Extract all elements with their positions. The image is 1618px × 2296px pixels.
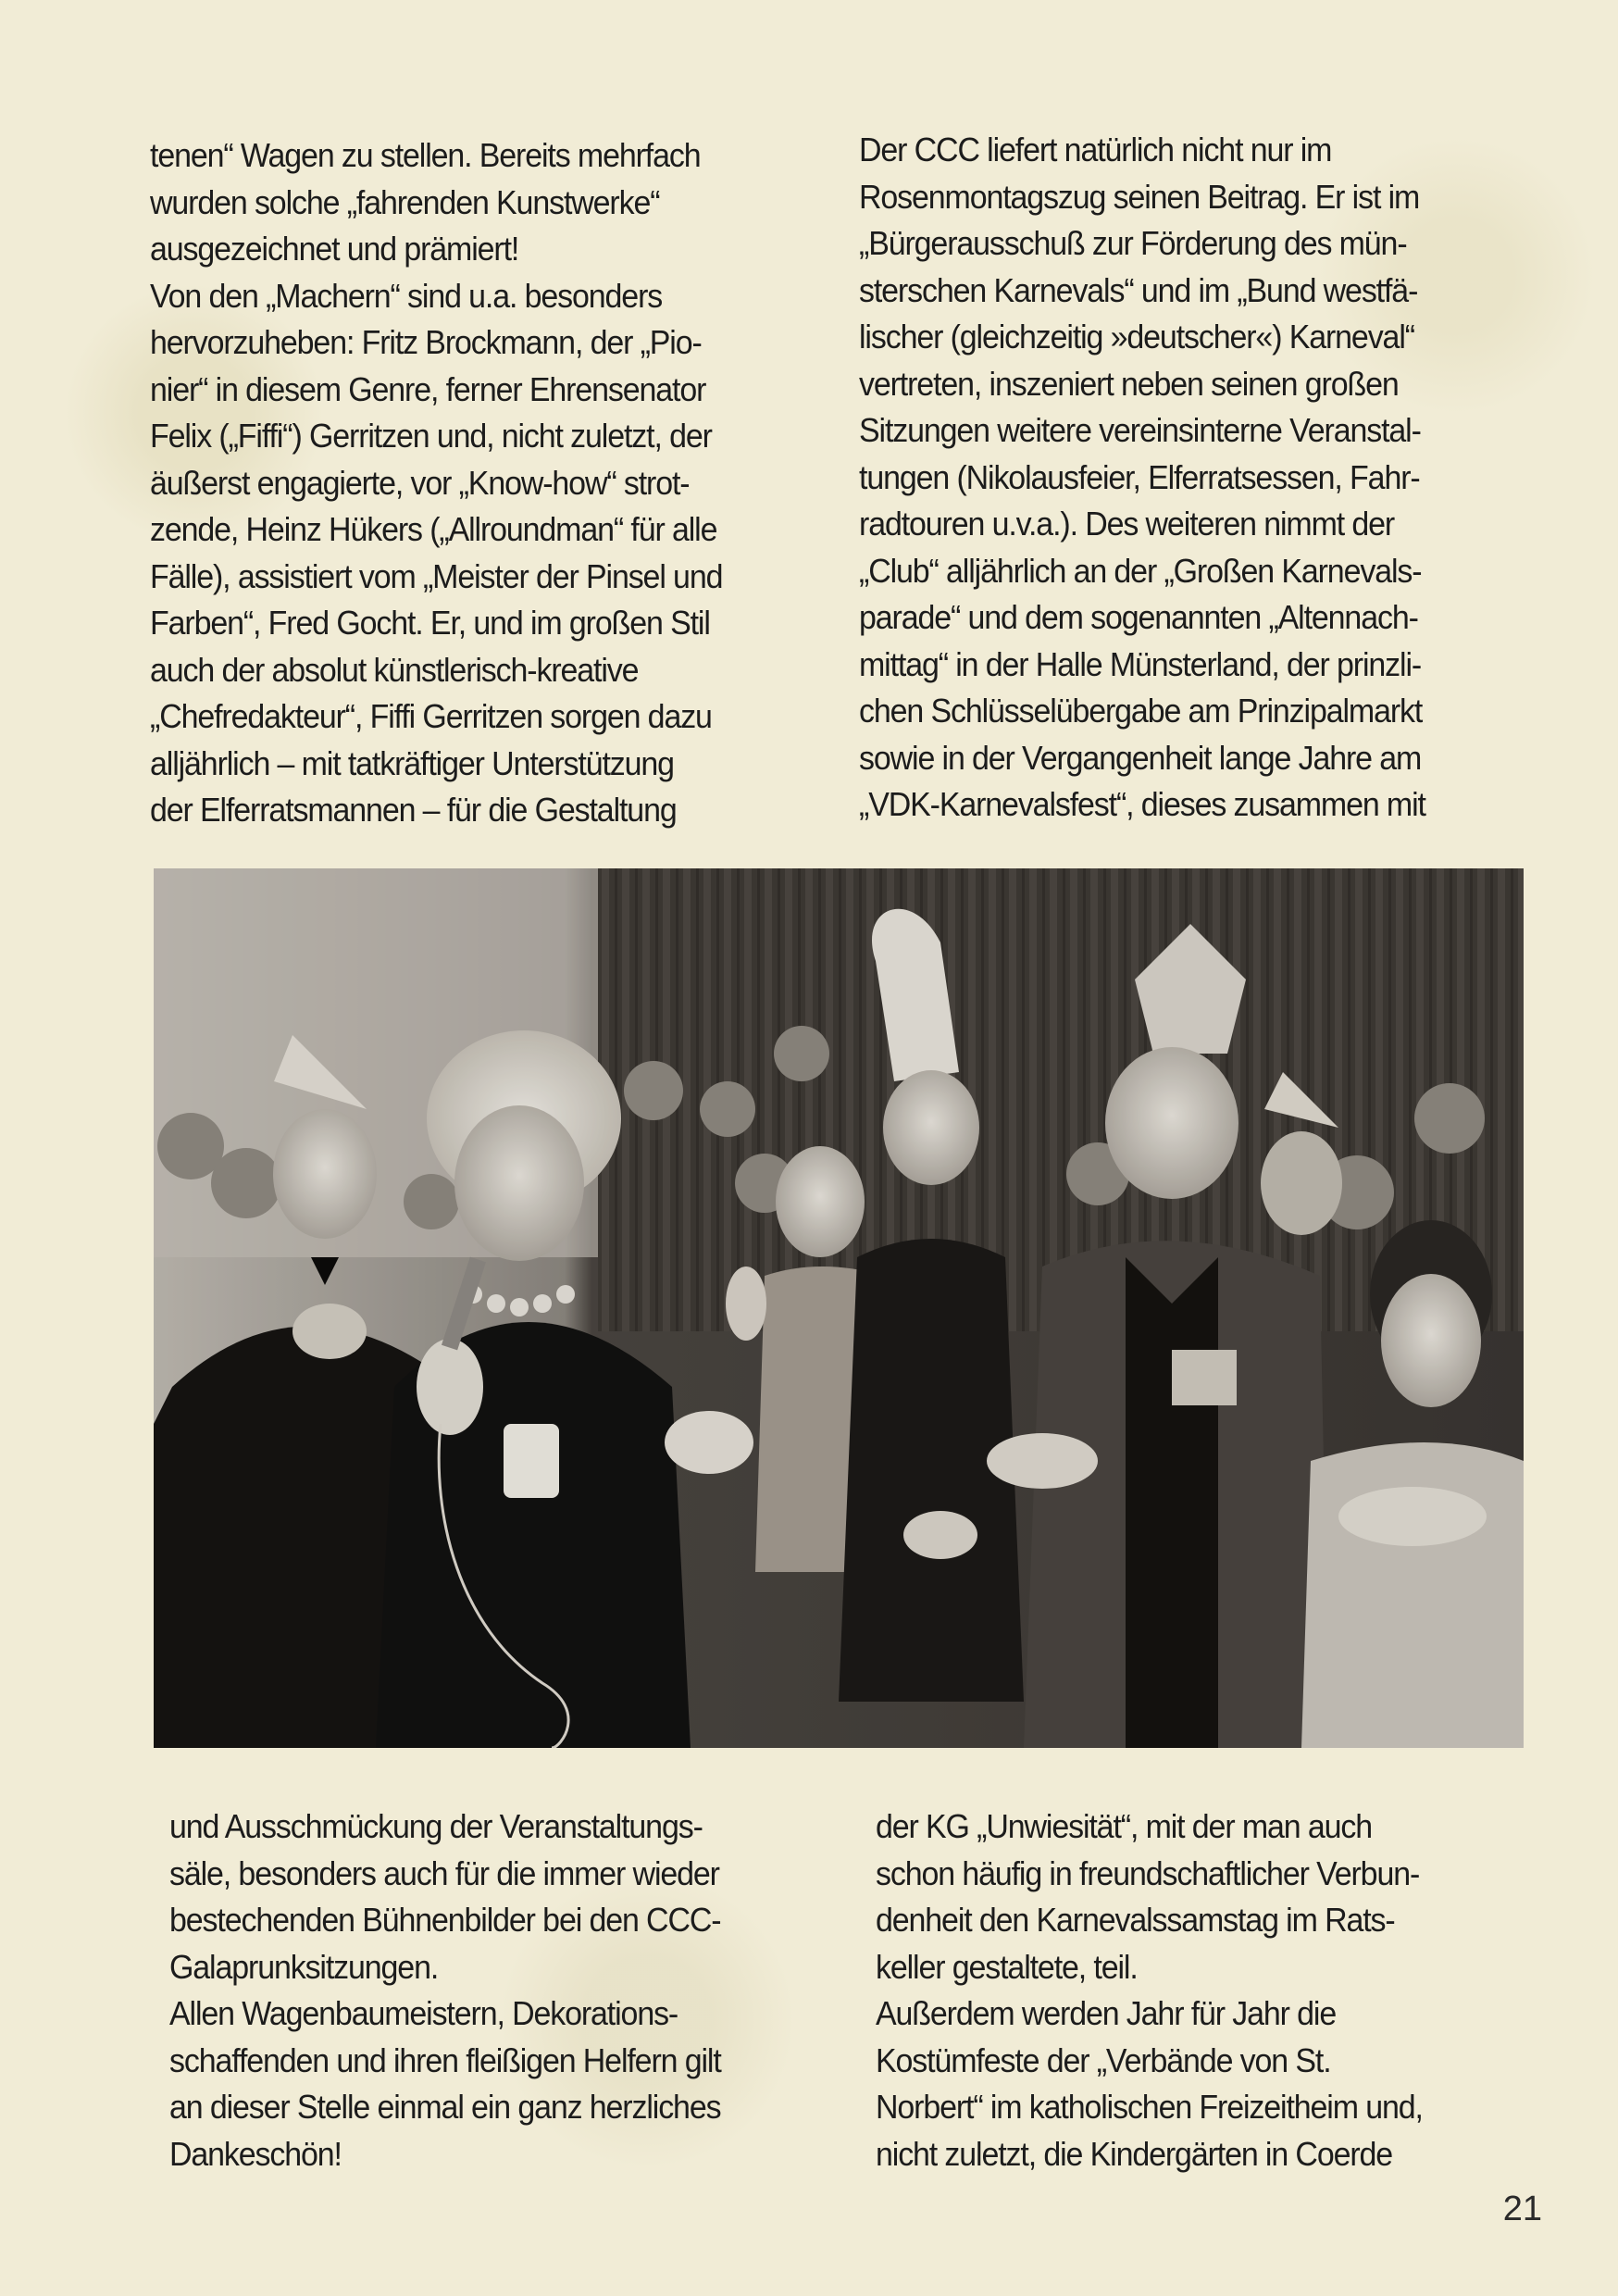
text-line: an dieser Stelle einmal ein ganz herzliches xyxy=(169,2088,721,2126)
text-line: Von den „Machern“ sind u.a. besonders xyxy=(150,276,663,315)
text-line: Kostümfeste der „Verbände von St. xyxy=(876,2040,1331,2079)
text-line: bestechenden Bühnenbilder bei den CCC- xyxy=(169,1901,721,1939)
text-line: der KG „Unwiesität“, mit der man auch xyxy=(876,1807,1372,1845)
text-column-bottom-right xyxy=(876,1803,1423,2177)
text-line: lischer (gleichzeitig »deutscher«) Karneval“ xyxy=(859,318,1414,356)
text-line: zende, Heinz Hükers („Allroundman“ für alle xyxy=(150,510,717,548)
text-line: „Chefredakteur“, Fiffi Gerritzen sorgen dazu xyxy=(150,697,712,735)
event-photograph xyxy=(154,868,1524,1748)
page-number: 21 xyxy=(1502,2190,1542,2228)
text-line: Farben“, Fred Gocht. Er, und im großen Stil xyxy=(150,604,710,642)
text-column-top-right xyxy=(859,127,1425,829)
text-line: wurden solche „fahrenden Kunstwerke“ xyxy=(150,182,660,221)
text-line: Rosenmontagszug seinen Beitrag. Er ist im xyxy=(859,177,1420,216)
text-line: Allen Wagenbaumeistern, Dekorations- xyxy=(169,1994,678,2032)
text-line: Dankeschön! xyxy=(169,2134,342,2173)
text-line: Sitzungen weitere vereinsinterne Veranstal- xyxy=(859,411,1421,449)
text-line: keller gestaltete, teil. xyxy=(876,1947,1138,1986)
text-line: sowie in der Vergangenheit lange Jahre am xyxy=(859,738,1422,777)
text-line: und Ausschmückung der Veranstaltungs- xyxy=(169,1807,703,1845)
text-line: mittag“ in der Halle Münsterland, der prinzli- xyxy=(859,644,1422,683)
text-line: ausgezeichnet und prämiert! xyxy=(150,230,519,268)
text-line: sterschen Karnevals“ und im „Bund westfä- xyxy=(859,270,1418,309)
text-line: parade“ und dem sogenannten „Altennach- xyxy=(859,598,1418,636)
text-line: vertreten, inszeniert neben seinen großen xyxy=(859,364,1399,403)
text-column-top-left xyxy=(150,132,722,834)
text-line: Felix („Fiffi“) Gerritzen und, nicht zuletzt, der xyxy=(150,417,712,455)
text-line: schaffenden und ihren fleißigen Helfern gilt xyxy=(169,2040,721,2079)
text-line: nier“ in diesem Genre, ferner Ehrensenator xyxy=(150,369,706,408)
text-line: auch der absolut künstlerisch-kreative xyxy=(150,650,639,689)
text-line: äußerst engagierte, vor „Know-how“ strot- xyxy=(150,463,690,502)
text-line: denheit den Karnevalssamstag im Rats- xyxy=(876,1901,1395,1939)
text-line: „VDK-Karnevalsfest“, dieses zusammen mit xyxy=(859,785,1425,823)
text-line: tungen (Nikolausfeier, Elferratsessen, Fahr- xyxy=(859,457,1420,496)
text-line: Der CCC liefert natürlich nicht nur im xyxy=(859,131,1332,168)
text-line: hervorzuheben: Fritz Brockmann, der „Pio- xyxy=(150,323,702,361)
text-line: Galaprunksitzungen. xyxy=(169,1947,439,1986)
photograph-illustration xyxy=(154,868,1524,1748)
text-line: radtouren u.v.a.). Des weiteren nimmt der xyxy=(859,505,1395,543)
text-line: der Elferratsmannen – für die Gestaltung xyxy=(150,791,677,829)
text-line: chen Schlüsselübergabe am Prinzipalmarkt xyxy=(859,692,1423,730)
text-line: „Club“ alljährlich an der „Großen Karnevals- xyxy=(859,551,1422,590)
text-column-bottom-left xyxy=(169,1803,721,2177)
text-line: „Bürgerausschuß zur Förderung des mün- xyxy=(859,224,1407,262)
text-line: alljährlich – mit tatkräftiger Unterstützung xyxy=(150,743,674,782)
text-line: Fälle), assistiert vom „Meister der Pinsel und xyxy=(150,556,723,595)
text-line: nicht zuletzt, die Kindergärten in Coerde xyxy=(876,2134,1393,2173)
text-line: Norbert“ im katholischen Freizeitheim und, xyxy=(876,2088,1423,2126)
text-line: tenen“ Wagen zu stellen. Bereits mehrfach xyxy=(150,136,701,174)
text-line: schon häufig in freundschaftlicher Verbun- xyxy=(876,1853,1420,1892)
text-line: säle, besonders auch für die immer wieder xyxy=(169,1853,719,1892)
text-line: Außerdem werden Jahr für Jahr die xyxy=(876,1994,1337,2032)
